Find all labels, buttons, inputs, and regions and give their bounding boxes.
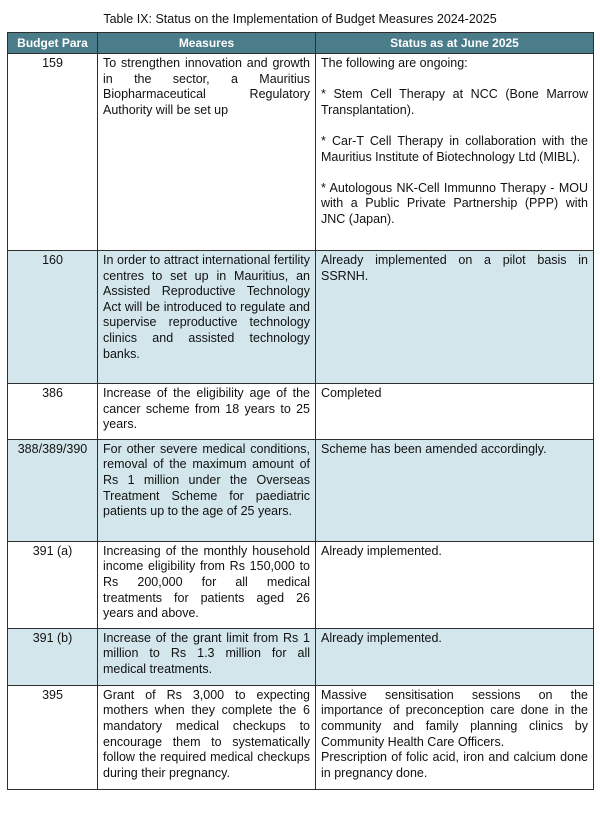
table-row (8, 439, 594, 541)
cell-status (316, 384, 594, 440)
table-row (8, 54, 594, 251)
header-budget-para: Budget Para (8, 33, 98, 54)
header-measures: Measures (98, 33, 316, 54)
table-row (8, 251, 594, 384)
cell-measure: Increasing of the monthly household income eligibility from Rs 150,000 to Rs 200,000 for all medical treatments for patients aged 26 years and above. (98, 541, 316, 628)
cell-para: 386 (8, 384, 98, 440)
cell-para: 388/389/390 (8, 439, 98, 541)
cell-status (316, 439, 594, 541)
cell-status (316, 541, 594, 628)
table-header-row (8, 33, 594, 54)
cell-measure: In order to attract international fertility centres to set up in Mauritius, an Assisted Reproductive Technology Act will be introduced to regulate and supervise reproductive technology clinics and assisted technology banks. (98, 251, 316, 384)
status-text: Completed (321, 386, 382, 400)
cell-status (316, 54, 594, 251)
status-text: Already implemented. (321, 543, 442, 558)
cell-status (316, 628, 594, 685)
status-text: * Stem Cell Therapy at NCC (Bone Marrow Transplantation). (321, 87, 588, 117)
budget-measures-table (7, 32, 594, 790)
table-row (8, 685, 594, 789)
cell-status (316, 251, 594, 384)
table-caption: Table IX: Status on the Implementation of Budget Measures 2024-2025 (103, 12, 497, 26)
table-row (8, 541, 594, 628)
cell-measure: Increase of the eligibility age of the cancer scheme from 18 years to 25 years. (98, 384, 316, 440)
cell-para: 391 (b) (8, 628, 98, 685)
status-text: Massive sensitisation sessions on the importance of preconception care done in the community and family planning clinics by Community Health Care Officers. (321, 687, 588, 749)
status-text: The following are ongoing: (321, 56, 468, 70)
status-text: Already implemented on a pilot basis in SSRNH. (321, 253, 588, 283)
status-text: * Car-T Cell Therapy in collaboration with the Mauritius Institute of Biotechnology Ltd (MIBL). (321, 133, 588, 164)
cell-measure: Grant of Rs 3,000 to expecting mothers when they complete the 6 mandatory medical checkups to encourage them to systematically follow the required medical checkups during their pregnancy. (98, 685, 316, 789)
status-text: Scheme has been amended accordingly. (321, 441, 547, 456)
header-status: Status as at June 2025 (316, 33, 594, 54)
cell-para: 395 (8, 685, 98, 789)
cell-status (316, 685, 594, 789)
status-text: * Autologous NK-Cell Immunno Therapy - MOU with a Public Private Partnership (PPP) with JNC (Japan). (321, 180, 588, 226)
cell-measure: To strengthen innovation and growth in the sector, a Mauritius Biopharmaceutical Regulatory Authority will be set up (98, 54, 316, 251)
status-text: Prescription of folic acid, iron and calcium done in pregnancy done. (321, 750, 588, 780)
cell-para: 160 (8, 251, 98, 384)
cell-para: 159 (8, 54, 98, 251)
table-row (8, 628, 594, 685)
table-row (8, 384, 594, 440)
cell-para: 391 (a) (8, 541, 98, 628)
cell-measure: Increase of the grant limit from Rs 1 million to Rs 1.3 million for all medical treatments. (98, 628, 316, 685)
status-text: Already implemented. (321, 630, 442, 645)
cell-measure: For other severe medical conditions, removal of the maximum amount of Rs 1 million under the Overseas Treatment Scheme for paediatric patients up to the age of 25 years. (98, 439, 316, 541)
